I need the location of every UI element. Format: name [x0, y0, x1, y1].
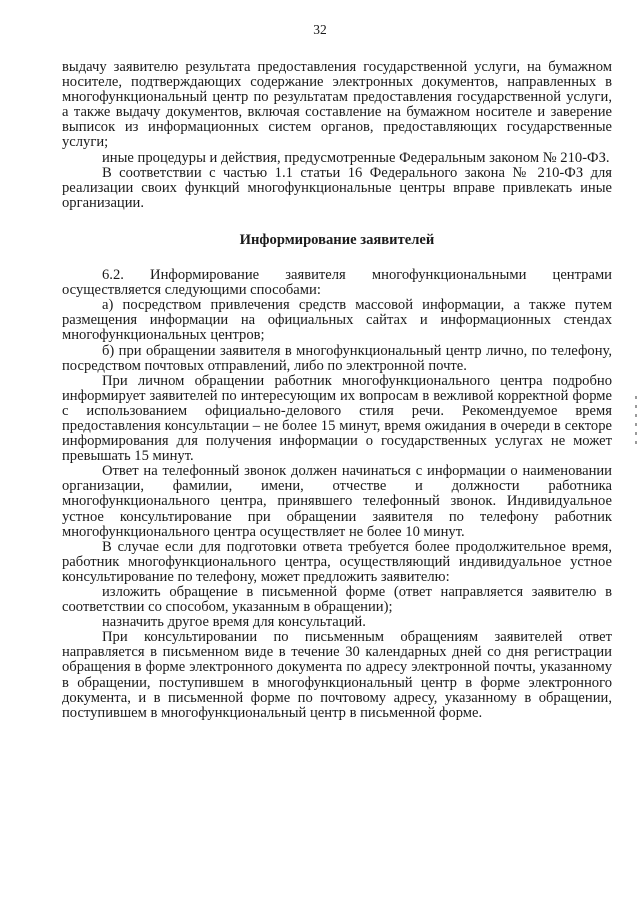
page-number: 32	[313, 22, 327, 37]
paragraph-article-16: В соответствии с частью 1.1 статьи 16 Федерального закона № 210-ФЗ для реализации своих функций многофункциональные центры вправе привлекать иные организации.	[62, 164, 612, 211]
paragraph-longer-answer: В случае если для подготовки ответа требуется более продолжительное время, работник многофункционального центра, осуществляющий индивидуальное устное консультирование по телефону, может предложить заявителю:	[62, 538, 612, 585]
paragraph-item-a: а) посредством привлечения средств массовой информации, а также путем размещения информации на официальных сайтах и информационных стендах многофункциональных центров;	[62, 297, 612, 344]
section-heading: Информирование заявителей	[239, 231, 435, 248]
paragraph-written-form-option: изложить обращение в письменной форме (ответ направляется заявителю в соответствии со способом, указанным в обращении);	[62, 584, 612, 616]
paragraph-phone-call: Ответ на телефонный звонок должен начинаться с информации о наименовании организации, фамилии, имени, отчестве и должности работника многофункционального центра, принявшего телефонный звонок. Индивидуальное устное консультирование при обращении заявителя по телефону работник многофункционального центра осуществляет не более 10 минут.	[62, 463, 612, 540]
paragraph-6-2: 6.2. Информирование заявителя многофункциональными центрами осуществляется следующими способами:	[62, 267, 612, 299]
paragraph-item-b: б) при обращении заявителя в многофункциональный центр лично, по телефону, посредством почтовых отправлений, либо по электронной почте.	[62, 342, 612, 374]
paragraph-issuance: выдачу заявителю результата предоставления государственной услуги, на бумажном носителе, подтверждающих содержание электронных документов, направленных в многофункциональный центр по результатам предоставления государственной услуги, а также выдачу документов, включая составление на бумажном носителе и заверение выписок из информационных систем органов, предоставляющих государственные услуги;	[62, 59, 612, 151]
paragraph-other-time-option: назначить другое время для консультаций.	[102, 614, 366, 631]
scan-edge-marks	[635, 396, 638, 456]
document-body	[62, 60, 612, 721]
paragraph-personal-visit: При личном обращении работник многофункционального центра подробно информирует заявителей по интересующим их вопросам в вежливой корректной форме с использованием официально-делового стиля речи. Рекомендуемое время предоставления консультации – не более 15 минут, время ожидания в очереди в секторе информирования для получения информации о государственных услугах не может превышать 15 минут.	[62, 372, 612, 465]
paragraph-other-procedures: иные процедуры и действия, предусмотренные Федеральным законом № 210-ФЗ.	[102, 149, 610, 166]
paragraph-written-requests: При консультировании по письменным обращениям заявителей ответ направляется в письменном виде в течение 30 календарных дней со дня регистрации обращения в форме электронного документа по адресу электронной почты, указанному в обращении, поступившем в многофункциональный центр в форме электронного документа, и в письменной форме по почтовому адресу, указанному в обращении, поступившем в многофункциональный центр в письменной форме.	[62, 629, 612, 721]
